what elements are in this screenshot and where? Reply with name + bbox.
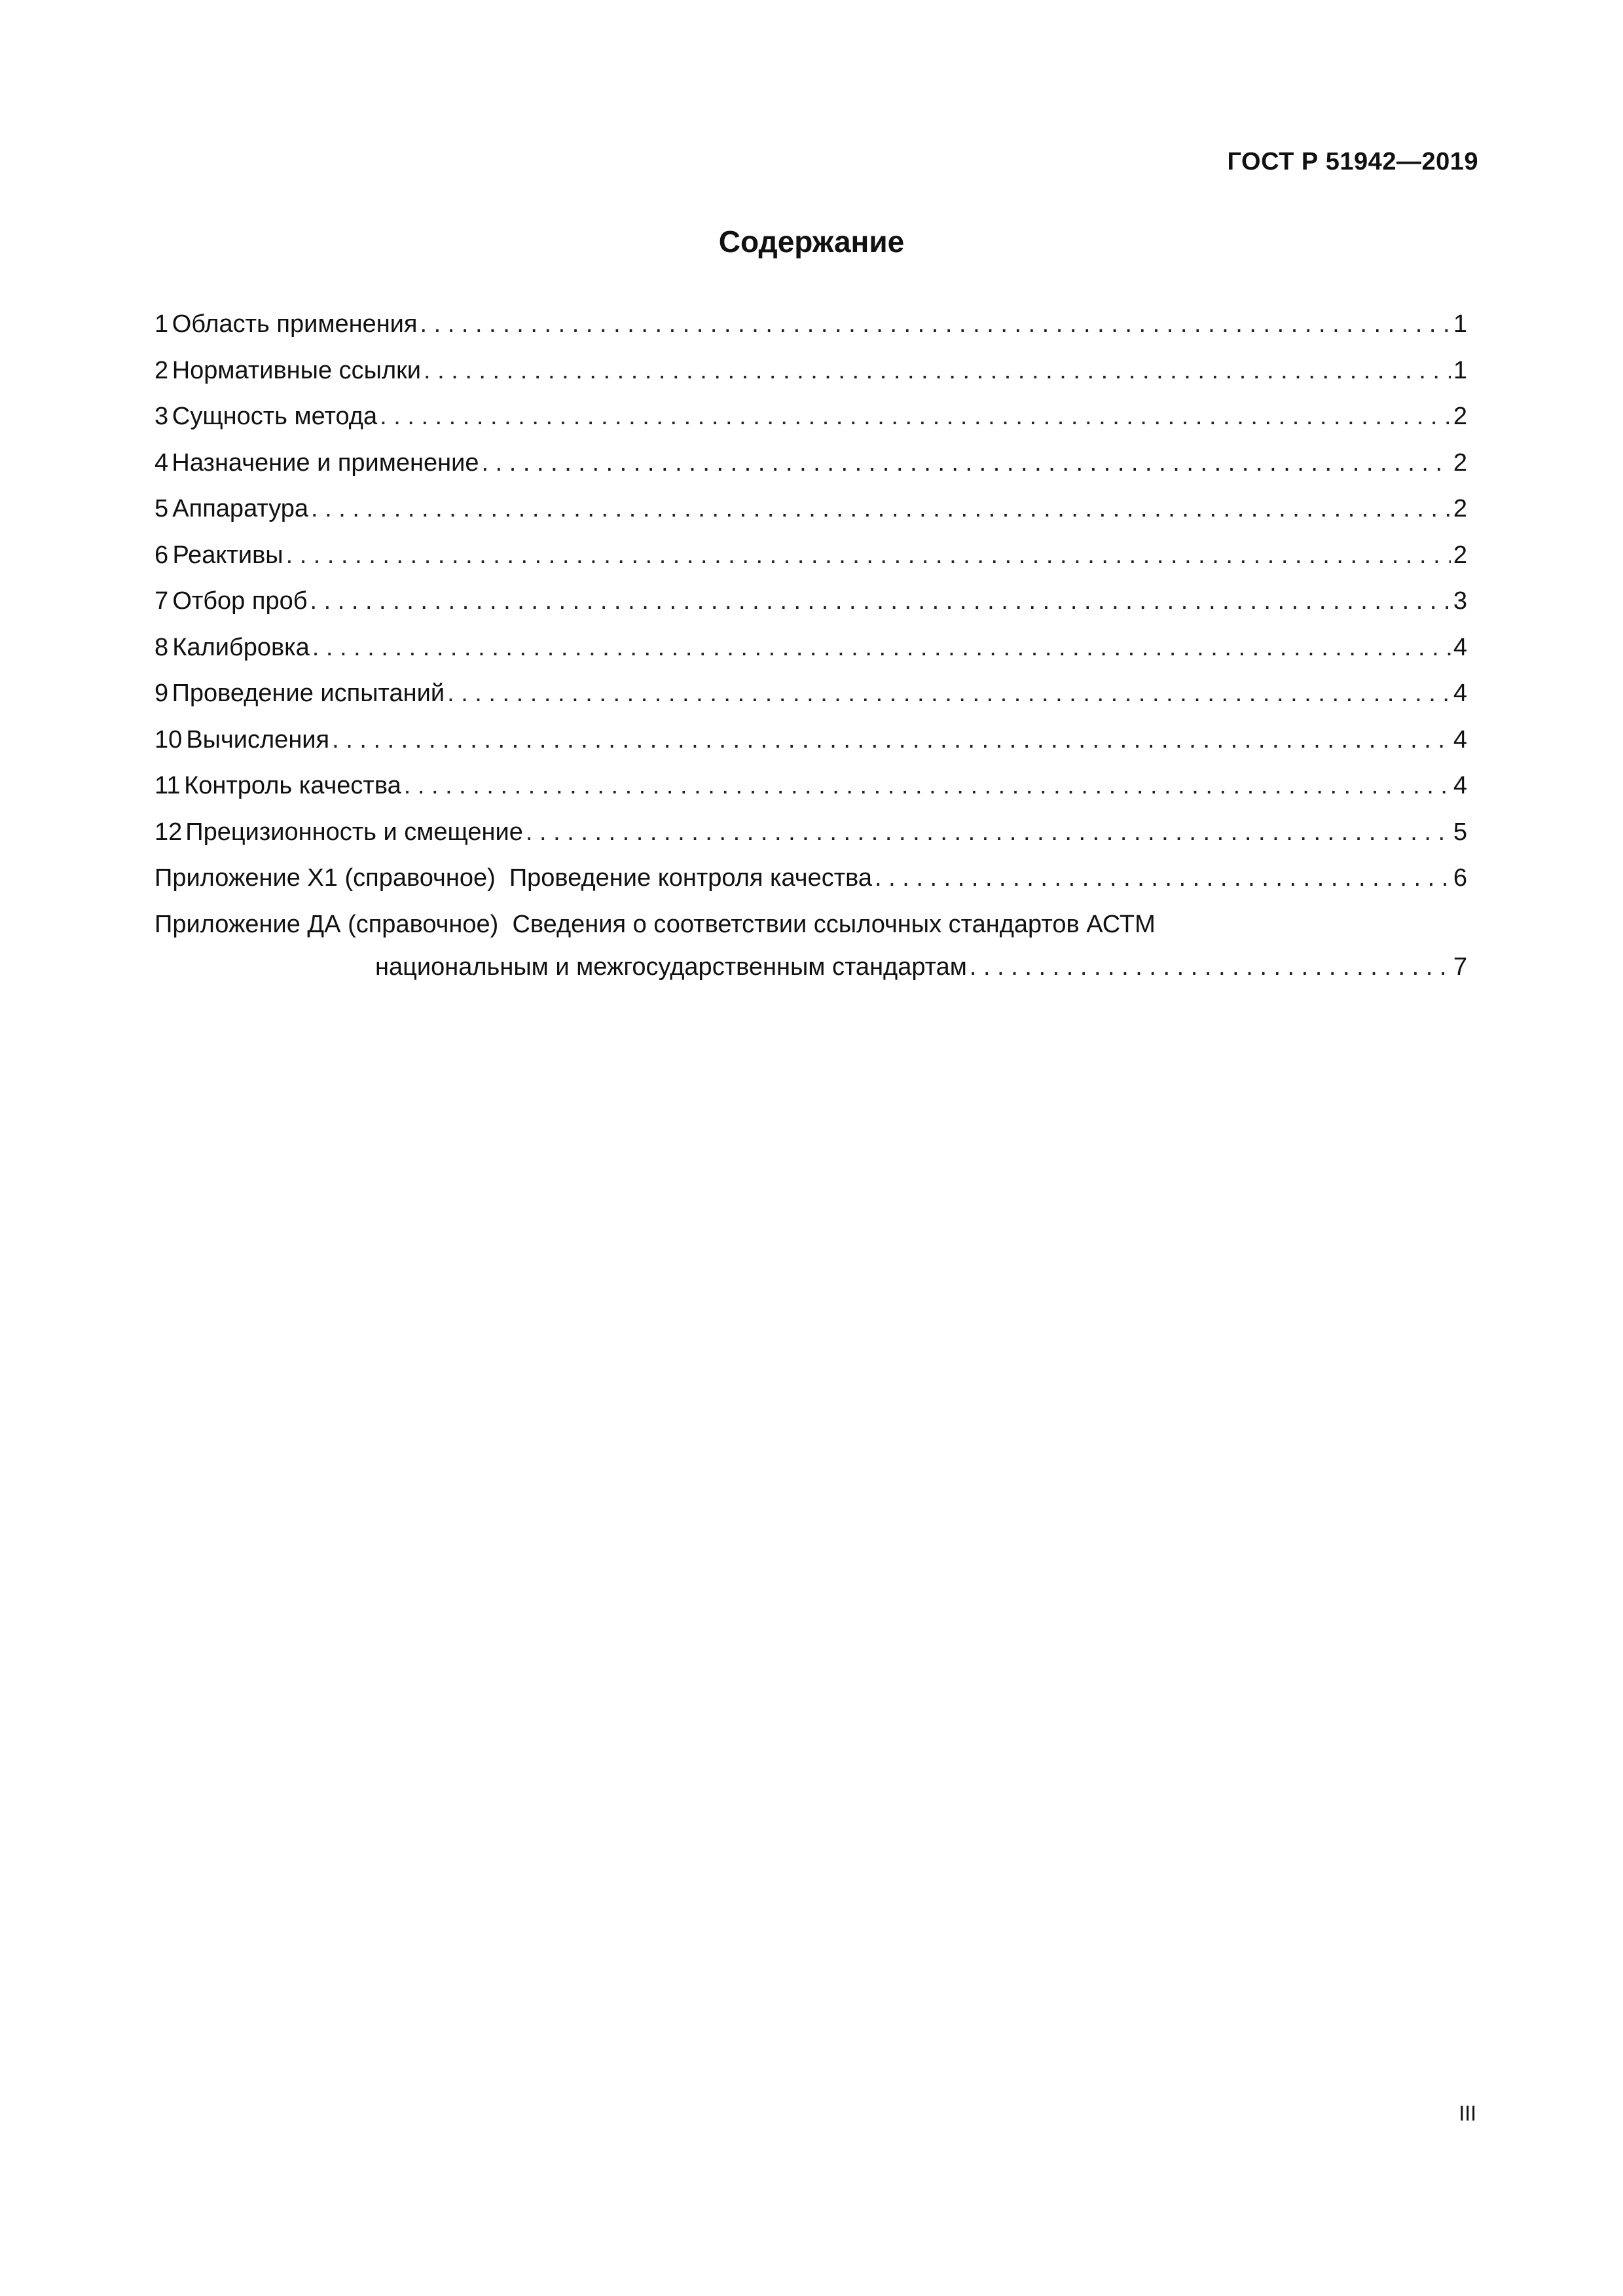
toc-entry-label: Проведение испытаний — [172, 680, 445, 707]
toc-entry-number: 7 — [155, 587, 169, 615]
toc-entry-label: Область применения — [172, 310, 418, 338]
toc-entry-8[interactable] — [155, 625, 1467, 671]
toc-entry-continuation — [155, 947, 1467, 987]
dot-leader — [482, 440, 1451, 486]
toc-entry-page: 2 — [1453, 495, 1467, 522]
toc-entry-11[interactable] — [155, 763, 1467, 809]
toc-entry-label: Сущность метода — [172, 403, 378, 430]
toc-entry-label: Реактивы — [172, 541, 283, 569]
dot-leader — [875, 855, 1451, 902]
toc-entry-page: 2 — [1453, 448, 1467, 477]
toc-entry-page: 4 — [1453, 772, 1467, 799]
dot-leader — [332, 717, 1451, 763]
dot-leader — [420, 301, 1451, 348]
toc-entry-page: 2 — [1453, 403, 1467, 430]
toc-entry-appendix-x1[interactable] — [155, 855, 1467, 902]
dot-leader — [424, 348, 1451, 394]
toc-entry-9[interactable] — [155, 670, 1467, 717]
toc-entry-12[interactable] — [155, 809, 1467, 856]
dot-leader — [380, 393, 1451, 440]
toc-entry-page: 1 — [1453, 310, 1467, 338]
toc-entry-page: 6 — [1453, 864, 1467, 892]
toc-entry-label: Назначение и применение — [172, 448, 479, 477]
toc-entry-number: 4 — [155, 448, 169, 477]
toc-entry-page: 5 — [1453, 818, 1467, 846]
toc-entry-label: Вычисления — [186, 725, 330, 754]
toc-entry-page: 3 — [1453, 587, 1467, 615]
toc-entry-label: Калибровка — [172, 633, 310, 661]
toc-entry-4[interactable] — [155, 440, 1467, 486]
toc-entry-label: Прецизионность и смещение — [185, 818, 523, 846]
dot-leader — [526, 809, 1451, 856]
dot-leader — [310, 578, 1450, 625]
dot-leader — [447, 670, 1451, 717]
toc-entry-number: 6 — [155, 541, 169, 569]
toc-title: Содержание — [718, 225, 905, 259]
toc-entry-page: 2 — [1453, 541, 1467, 569]
toc-entry-label-line2: национальным и межгосударственным стандартам — [375, 953, 967, 981]
toc-entry-label: Аппаратура — [172, 495, 309, 522]
toc-entry-number: 8 — [155, 633, 169, 661]
toc-entry-label: Отбор проб — [172, 587, 308, 615]
toc-entry-1[interactable] — [155, 301, 1467, 348]
toc-entry-page: 4 — [1453, 680, 1467, 707]
toc-entry-label: Нормативные ссылки — [172, 356, 421, 384]
toc-entry-number: 9 — [155, 680, 169, 707]
toc-entry-number: 10 — [155, 725, 183, 754]
toc-entry-number: 3 — [155, 403, 169, 430]
toc-entry-page: 4 — [1453, 633, 1467, 661]
toc-entry-2[interactable] — [155, 348, 1467, 394]
toc-entry-page: 1 — [1453, 356, 1467, 384]
toc-entry-page: 7 — [1453, 953, 1467, 981]
toc-entry-label-line1: Приложение ДА (справочное) Сведения о соответствии ссылочных стандартов АСТМ — [155, 910, 1156, 938]
toc-entry-7[interactable] — [155, 578, 1467, 625]
page-number: III — [1459, 2102, 1476, 2125]
toc-entry-number: 5 — [155, 495, 169, 522]
dot-leader — [311, 486, 1451, 532]
toc-entry-number: 11 — [155, 772, 181, 799]
toc-entry-number: 2 — [155, 356, 169, 384]
toc-entry-6[interactable] — [155, 532, 1467, 579]
toc-entry-number: 1 — [155, 310, 169, 338]
toc-entry-appendix-da[interactable] — [155, 902, 1467, 987]
document-code: ГОСТ Р 51942—2019 — [1227, 148, 1478, 175]
table-of-contents — [155, 301, 1467, 987]
toc-entry-10[interactable] — [155, 717, 1467, 763]
toc-entry-label: Приложение Х1 (справочное) Проведение контроля качества — [155, 864, 873, 892]
toc-entry-3[interactable] — [155, 393, 1467, 440]
dot-leader — [286, 532, 1451, 579]
toc-entry-page: 4 — [1453, 725, 1467, 754]
toc-entry-label: Контроль качества — [184, 772, 401, 799]
dot-leader — [404, 763, 1451, 809]
dot-leader — [312, 625, 1451, 671]
toc-entry-5[interactable] — [155, 486, 1467, 532]
toc-entry-number: 12 — [155, 818, 183, 846]
dot-leader — [970, 947, 1451, 987]
